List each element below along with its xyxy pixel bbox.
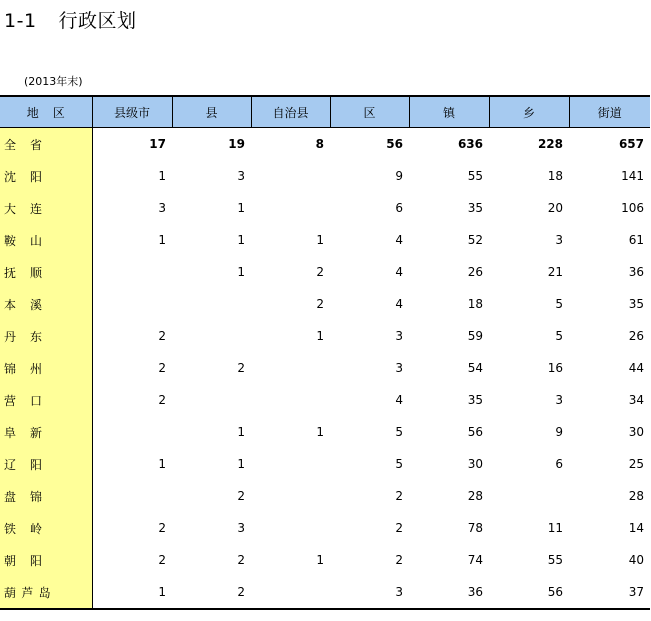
value-cell: 36 [628, 265, 644, 279]
region-cell [0, 384, 92, 416]
value-cell: 5 [395, 457, 403, 471]
value-cell: 2 [395, 553, 403, 567]
table-row [0, 352, 650, 384]
value-cell [251, 480, 330, 512]
region-char: 芦 [21, 585, 34, 600]
region-char: 营 [4, 393, 17, 408]
value-cell: 1 [316, 233, 324, 247]
table-row [0, 128, 650, 161]
value-cell: 1 [158, 457, 166, 471]
region-cell [0, 128, 92, 161]
region-char: 山 [30, 233, 43, 248]
value-cell [251, 576, 330, 609]
value-cell: 9 [555, 425, 563, 439]
region-char: 盘 [4, 489, 17, 504]
value-cell: 1 [237, 265, 245, 279]
value-cell: 3 [330, 576, 409, 609]
value-cell: 2 [172, 576, 251, 609]
table-row [0, 224, 650, 256]
region-char: 岭 [30, 521, 43, 536]
table-row [0, 192, 650, 224]
region-cell [0, 256, 92, 288]
region-char: 鞍 [4, 233, 17, 248]
region-cell [0, 512, 92, 544]
region-name [4, 488, 56, 505]
value-cell: 2 [316, 265, 324, 279]
table-row [0, 576, 650, 609]
column-header-township: 乡 [489, 96, 569, 128]
region-name [4, 520, 56, 537]
region-cell [0, 416, 92, 448]
title-number: 1-1 [4, 10, 37, 32]
value-cell: 6 [555, 457, 563, 471]
region-char: 阜 [4, 425, 17, 440]
value-cell: 3 [555, 233, 563, 247]
value-cell: 74 [467, 553, 483, 567]
value-cell: 1 [316, 425, 324, 439]
value-cell: 30 [467, 457, 483, 471]
value-cell: 35 [467, 393, 483, 407]
value-cell: 3 [237, 169, 245, 183]
region-char: 口 [30, 393, 43, 408]
region-name [4, 136, 56, 153]
value-cell [92, 480, 172, 512]
value-cell: 2 [158, 553, 166, 567]
value-cell: 657 [618, 137, 644, 151]
region-cell [0, 448, 92, 480]
value-cell: 2 [237, 361, 245, 375]
value-cell: 28 [467, 489, 483, 503]
value-cell: 1 [92, 576, 172, 609]
value-cell: 3 [555, 393, 563, 407]
value-cell: 36 [409, 576, 489, 609]
region-name [4, 584, 56, 601]
value-cell: 228 [537, 137, 563, 151]
table-row [0, 512, 650, 544]
value-cell: 18 [467, 297, 483, 311]
value-cell: 1 [316, 553, 324, 567]
value-cell: 55 [467, 169, 483, 183]
value-cell: 2 [395, 521, 403, 535]
region-cell [0, 544, 92, 576]
value-cell: 18 [547, 169, 563, 183]
region-cell [0, 224, 92, 256]
title-text: 行政区划 [58, 10, 137, 32]
column-header-autonomous-county: 自治县 [251, 96, 330, 128]
value-cell: 3 [395, 361, 403, 375]
region-name [4, 168, 56, 185]
value-cell: 6 [395, 201, 403, 215]
region-name [4, 328, 56, 345]
region-char: 东 [30, 329, 43, 344]
value-cell: 1 [237, 201, 245, 215]
region-char: 辽 [4, 457, 17, 472]
column-header-county: 县 [172, 96, 251, 128]
table-row [0, 544, 650, 576]
value-cell [251, 448, 330, 480]
value-cell: 2 [395, 489, 403, 503]
region-char: 阳 [30, 553, 43, 568]
region-char: 朝 [4, 553, 17, 568]
value-cell: 56 [489, 576, 569, 609]
table-body [0, 128, 650, 610]
value-cell [251, 352, 330, 384]
region-char: 顺 [30, 265, 43, 280]
region-char: 新 [30, 425, 43, 440]
region-cell [0, 352, 92, 384]
region-cell [0, 576, 92, 609]
value-cell: 55 [547, 553, 563, 567]
region-char: 本 [4, 297, 17, 312]
region-char: 州 [30, 361, 43, 376]
table-row [0, 480, 650, 512]
region-char: 省 [30, 137, 43, 152]
region-char: 铁 [4, 521, 17, 536]
value-cell: 8 [315, 137, 324, 151]
value-cell [92, 288, 172, 320]
year-note: (2013年末) [24, 75, 83, 88]
value-cell: 2 [158, 361, 166, 375]
region-char: 丹 [4, 329, 17, 344]
value-cell: 54 [467, 361, 483, 375]
value-cell: 52 [467, 233, 483, 247]
value-cell: 4 [395, 265, 403, 279]
value-cell: 5 [395, 425, 403, 439]
table-row [0, 416, 650, 448]
value-cell: 4 [395, 393, 403, 407]
value-cell: 20 [547, 201, 563, 215]
value-cell: 19 [228, 137, 245, 151]
table-row [0, 320, 650, 352]
value-cell: 3 [158, 201, 166, 215]
column-header-subdistrict: 街道 [569, 96, 650, 128]
value-cell: 106 [621, 201, 644, 215]
value-cell: 16 [547, 361, 563, 375]
division-table [0, 95, 650, 610]
value-cell: 28 [628, 489, 644, 503]
value-cell: 78 [467, 521, 483, 535]
value-cell: 4 [395, 297, 403, 311]
region-name [4, 296, 56, 313]
value-cell: 2 [158, 521, 166, 535]
value-cell: 1 [158, 169, 166, 183]
column-header-town: 镇 [409, 96, 489, 128]
region-name [4, 200, 56, 217]
value-cell: 56 [467, 425, 483, 439]
value-cell [251, 192, 330, 224]
table-row [0, 448, 650, 480]
region-name [4, 360, 56, 377]
region-char: 阳 [30, 169, 43, 184]
region-char: 阳 [30, 457, 43, 472]
value-cell: 2 [237, 553, 245, 567]
region-name [4, 232, 56, 249]
value-cell [251, 384, 330, 416]
value-cell [251, 512, 330, 544]
region-cell [0, 288, 92, 320]
value-cell [92, 416, 172, 448]
table-row [0, 160, 650, 192]
value-cell: 25 [628, 457, 644, 471]
value-cell: 34 [628, 393, 644, 407]
value-cell: 44 [628, 361, 644, 375]
value-cell: 1 [316, 329, 324, 343]
region-cell [0, 192, 92, 224]
value-cell: 3 [237, 521, 245, 535]
region-char: 岛 [38, 585, 51, 600]
value-cell: 26 [628, 329, 644, 343]
value-cell: 35 [628, 297, 644, 311]
region-char: 大 [4, 201, 17, 216]
region-cell [0, 160, 92, 192]
value-cell: 2 [158, 393, 166, 407]
value-cell: 636 [457, 137, 483, 151]
region-char: 葫 [4, 585, 17, 600]
value-cell: 59 [467, 329, 483, 343]
value-cell: 9 [395, 169, 403, 183]
value-cell: 5 [555, 297, 563, 311]
region-char: 连 [30, 201, 43, 216]
region-name [4, 264, 56, 281]
value-cell: 4 [395, 233, 403, 247]
region-char: 锦 [4, 361, 17, 376]
column-header-county-city: 县级市 [92, 96, 172, 128]
value-cell [172, 320, 251, 352]
region-char: 全 [4, 137, 17, 152]
column-header-region: 地区 [0, 96, 92, 128]
value-cell: 1 [237, 425, 245, 439]
value-cell: 2 [237, 489, 245, 503]
value-cell [172, 384, 251, 416]
region-name [4, 392, 56, 409]
page-title [4, 6, 137, 33]
value-cell: 1 [158, 233, 166, 247]
value-cell [251, 160, 330, 192]
table-row [0, 288, 650, 320]
region-char: 沈 [4, 169, 17, 184]
region-cell [0, 480, 92, 512]
region-name [4, 456, 56, 473]
region-char: 抚 [4, 265, 17, 280]
value-cell [92, 256, 172, 288]
value-cell: 35 [467, 201, 483, 215]
region-name [4, 552, 56, 569]
region-cell [0, 320, 92, 352]
value-cell: 5 [555, 329, 563, 343]
value-cell: 40 [628, 553, 644, 567]
value-cell: 141 [621, 169, 644, 183]
value-cell: 2 [158, 329, 166, 343]
table-row [0, 256, 650, 288]
value-cell: 17 [149, 137, 166, 151]
value-cell [172, 288, 251, 320]
table-row [0, 384, 650, 416]
value-cell: 37 [569, 576, 650, 609]
value-cell: 2 [316, 297, 324, 311]
column-header-district: 区 [330, 96, 409, 128]
region-name [4, 424, 56, 441]
value-cell: 1 [237, 457, 245, 471]
value-cell: 30 [628, 425, 644, 439]
region-char: 锦 [30, 489, 43, 504]
value-cell: 3 [395, 329, 403, 343]
value-cell: 56 [386, 137, 403, 151]
value-cell: 11 [547, 521, 563, 535]
value-cell: 21 [547, 265, 563, 279]
value-cell [489, 480, 569, 512]
value-cell: 61 [628, 233, 644, 247]
value-cell: 1 [237, 233, 245, 247]
value-cell: 26 [467, 265, 483, 279]
header-row [0, 96, 650, 128]
value-cell: 14 [628, 521, 644, 535]
region-char: 溪 [30, 297, 43, 312]
